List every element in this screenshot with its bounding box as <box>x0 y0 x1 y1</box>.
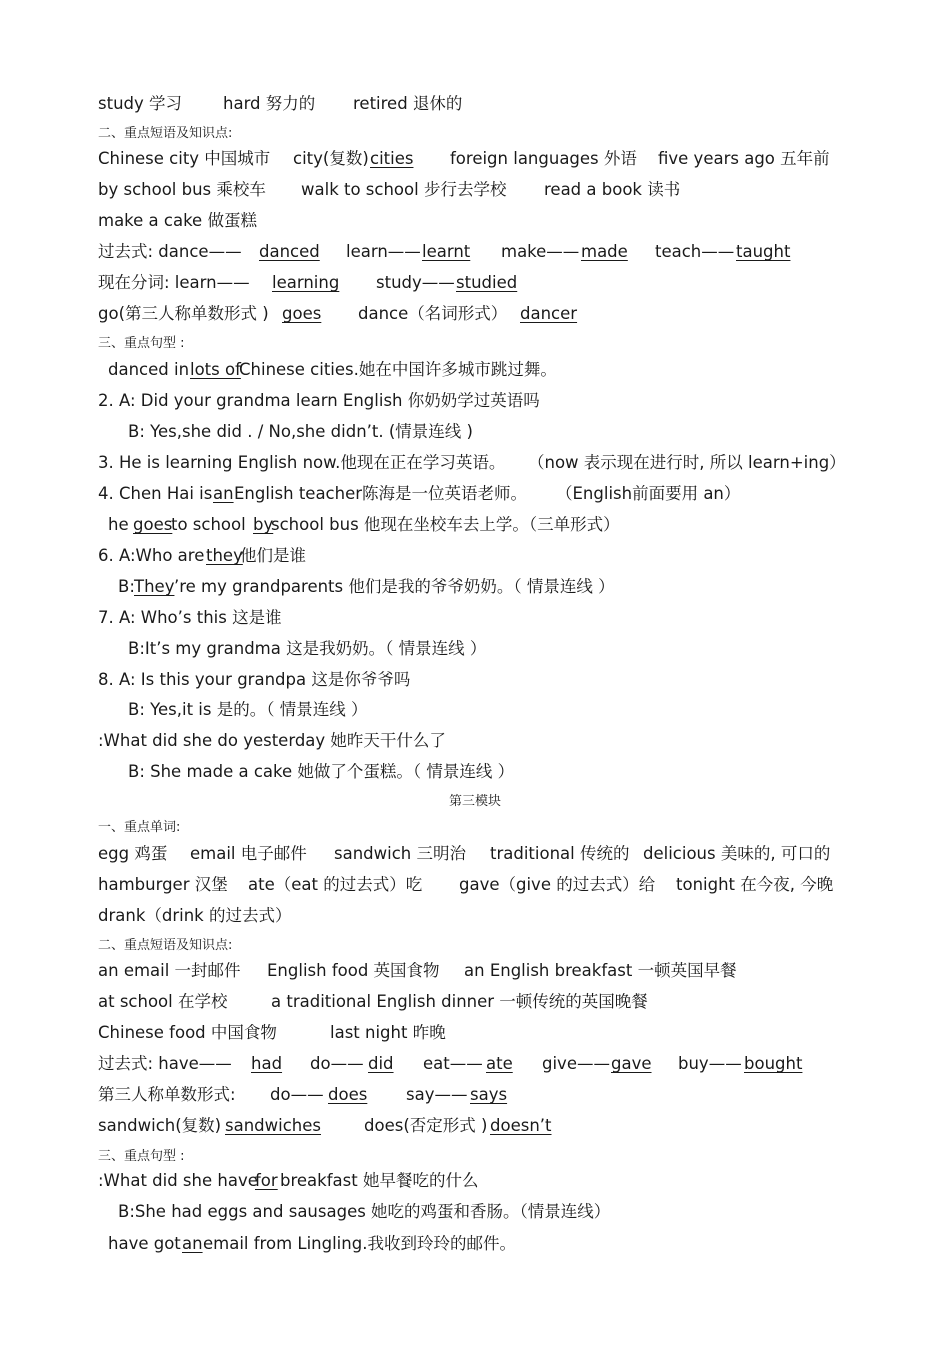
text-segment: do—— <box>270 1085 324 1104</box>
underlined-answer: goes <box>282 304 322 323</box>
underlined-answer: for <box>255 1171 278 1190</box>
text-segment: he <box>108 515 129 534</box>
text-segment: foreign languages 外语 <box>450 149 637 168</box>
text-segment: at school 在学校 <box>98 992 228 1011</box>
underlined-answer: an <box>182 1234 203 1253</box>
text-segment: eat—— <box>423 1054 483 1073</box>
underlined-answer: by <box>253 515 274 534</box>
text-segment: 过去式: dance—— <box>98 242 242 261</box>
underlined-answer: had <box>251 1054 283 1073</box>
text-segment: learn—— <box>346 242 421 261</box>
text-segment: Chinese food 中国食物 <box>98 1023 277 1042</box>
text-segment: 现在分词: learn—— <box>98 273 250 292</box>
text-segment: B: Yes,it is 是的。（ 情景连线 ） <box>128 700 368 719</box>
underlined-answer: made <box>581 242 628 261</box>
text-segment: school bus 他现在坐校车去上学。（三单形式） <box>271 515 620 534</box>
text-segment: B:She had eggs and sausages 她吃的鸡蛋和香肠。（情景连线） <box>118 1202 611 1221</box>
text-segment: make—— <box>501 242 580 261</box>
text-segment: sandwich(复数) <box>98 1116 222 1135</box>
underlined-answer: They <box>134 577 175 596</box>
underlined-answer: dancer <box>520 304 578 323</box>
underlined-answer: bought <box>744 1054 803 1073</box>
text-segment: dance（名词形式） <box>358 304 508 323</box>
text-segment: B: She made a cake 她做了个蛋糕。（ 情景连线 ） <box>128 762 515 781</box>
underlined-answer: doesn’t <box>490 1116 552 1135</box>
text-segment: 8. A: Is this your grandpa 这是你爷爷吗 <box>98 670 411 689</box>
text-segment: an English breakfast 一顿英国早餐 <box>464 961 737 980</box>
text-segment: 三、重点句型 : <box>98 336 185 351</box>
text-segment: does(否定形式 ) <box>364 1116 488 1135</box>
underlined-answer: danced <box>259 242 320 261</box>
text-segment: study—— <box>376 273 455 292</box>
text-segment: 4. Chen Hai is <box>98 484 213 503</box>
underlined-answer: gave <box>611 1054 652 1073</box>
text-segment: Chinese city 中国城市 <box>98 149 271 168</box>
text-segment: go(第三人称单数形式 ) <box>98 304 269 323</box>
text-segment: email 电子邮件 <box>190 844 307 863</box>
underlined-answer: they <box>206 546 243 565</box>
text-segment: delicious 美味的, 可口的 <box>643 844 831 863</box>
text-segment: hamburger 汉堡 <box>98 875 228 894</box>
text-segment: 他们是谁 <box>240 546 306 565</box>
text-segment: make a cake 做蛋糕 <box>98 211 257 230</box>
text-segment: B: <box>118 577 135 596</box>
underlined-answer: goes <box>133 515 173 534</box>
text-segment: an email 一封邮件 <box>98 961 241 980</box>
text-segment: drank（drink 的过去式） <box>98 906 292 925</box>
text-segment: 过去式: have—— <box>98 1054 232 1073</box>
underlined-answer: says <box>470 1085 508 1104</box>
text-segment: 二、重点短语及知识点: <box>98 938 233 953</box>
text-segment: 3. He is learning English now.他现在正在学习英语。 <box>98 453 506 472</box>
text-segment: retired 退休的 <box>353 94 463 113</box>
section-heading <box>0 792 950 812</box>
text-segment: five years ago 五年前 <box>658 149 830 168</box>
text-segment: egg 鸡蛋 <box>98 844 168 863</box>
text-segment: 二、重点短语及知识点: <box>98 126 233 141</box>
text-segment: study 学习 <box>98 94 183 113</box>
underlined-answer: sandwiches <box>225 1116 321 1135</box>
text-segment: do—— <box>310 1054 364 1073</box>
text-segment: a traditional English dinner 一顿传统的英国晚餐 <box>271 992 648 1011</box>
text-segment: :What did she have <box>98 1171 258 1190</box>
text-segment: say—— <box>406 1085 468 1104</box>
text-segment: B:It’s my grandma 这是我奶奶。（ 情景连线 ） <box>128 639 487 658</box>
text-segment: by school bus 乘校车 <box>98 180 266 199</box>
text-segment: read a book 读书 <box>544 180 681 199</box>
text-segment: tonight 在今夜, 今晚 <box>676 875 834 894</box>
underlined-answer: lots of <box>190 360 241 379</box>
text-segment: gave（give 的过去式）给 <box>459 875 656 894</box>
text-segment: 第三人称单数形式: <box>98 1085 236 1104</box>
text-segment: breakfast 她早餐吃的什么 <box>280 1171 479 1190</box>
underlined-answer: ate <box>486 1054 513 1073</box>
underlined-answer: does <box>328 1085 368 1104</box>
text-segment: have got <box>108 1234 181 1253</box>
underlined-answer: an <box>213 484 234 503</box>
text-segment: （English前面要用 an） <box>556 484 741 503</box>
text-segment: 2. A: Did your grandma learn English 你奶奶学过英语吗 <box>98 391 540 410</box>
underlined-answer: did <box>368 1054 394 1073</box>
text-segment: 三、重点句型 : <box>98 1149 185 1164</box>
text-segment: teach—— <box>655 242 735 261</box>
text-segment: Chinese cities.她在中国许多城市跳过舞。 <box>239 360 557 379</box>
underlined-answer: studied <box>456 273 518 292</box>
text-segment: last night 昨晚 <box>330 1023 446 1042</box>
text-segment: （now 表示现在进行时, 所以 learn+ing） <box>528 453 846 472</box>
text-segment: to school <box>171 515 246 534</box>
text-segment: ate（eat 的过去式）吃 <box>248 875 423 894</box>
text-segment: give—— <box>542 1054 610 1073</box>
text-segment: hard 努力的 <box>223 94 316 113</box>
text-segment: 7. A: Who’s this 这是谁 <box>98 608 282 627</box>
text-segment: sandwich 三明治 <box>334 844 466 863</box>
text-segment: :What did she do yesterday 她昨天干什么了 <box>98 731 446 750</box>
text-segment: buy—— <box>678 1054 742 1073</box>
text-segment: 一、重点单词: <box>98 820 181 835</box>
text-segment: English teacher陈海是一位英语老师。 <box>234 484 528 503</box>
text-segment: B: Yes,she did . / No,she didn’t. (情景连线 ) <box>128 422 473 441</box>
underlined-answer: taught <box>736 242 791 261</box>
underlined-answer: learning <box>272 273 340 292</box>
text-segment: email from Lingling.我收到玲玲的邮件。 <box>203 1234 516 1253</box>
text-segment: traditional 传统的 <box>490 844 630 863</box>
text-segment: English food 英国食物 <box>267 961 440 980</box>
text-segment: 第三模块 <box>448 794 501 809</box>
text-segment: 6. A:Who are <box>98 546 205 565</box>
text-segment: city(复数) <box>293 149 369 168</box>
text-segment: ’re my grandparents 他们是我的爷爷奶奶。（ 情景连线 ） <box>174 577 615 596</box>
text-segment: walk to school 步行去学校 <box>301 180 507 199</box>
text-segment: danced in <box>108 360 190 379</box>
underlined-answer: cities <box>370 149 414 168</box>
underlined-answer: learnt <box>422 242 471 261</box>
